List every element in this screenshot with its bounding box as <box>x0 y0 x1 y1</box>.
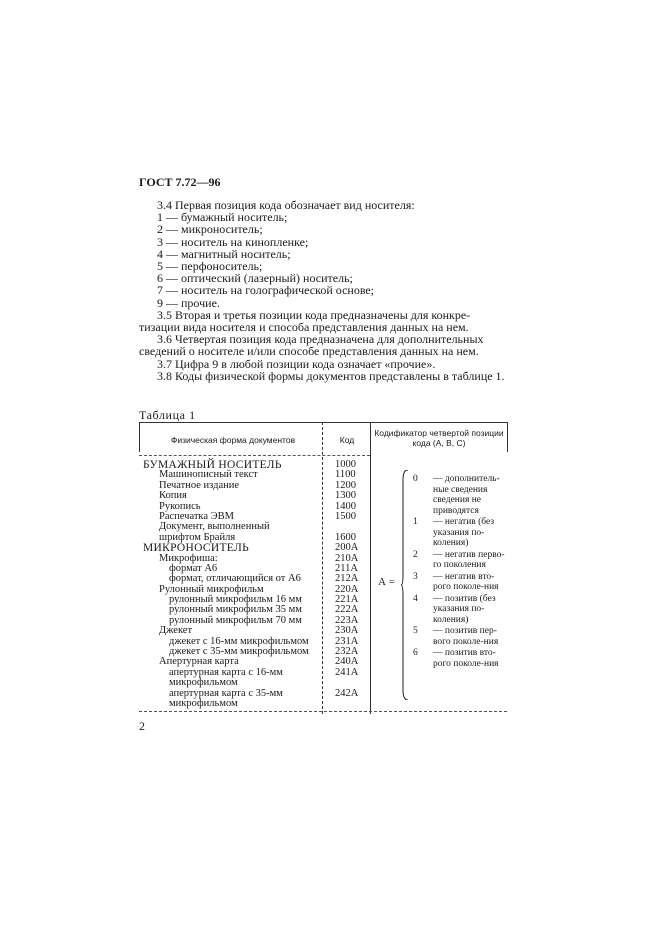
codifier-number: 3 <box>413 571 418 582</box>
form-code: 1400 <box>335 500 356 512</box>
form-code: 231А <box>335 635 359 647</box>
form-name: БУМАЖНЫЙ НОСИТЕЛЬ <box>143 459 282 471</box>
form-code: 1300 <box>335 490 356 502</box>
form-name: Машинописный текст <box>159 469 258 481</box>
form-name: рулонный микрофильм 16 мм <box>169 594 302 606</box>
form-code: 1500 <box>335 510 356 522</box>
paragraph-line: 3 — носитель на кинопленке; <box>157 234 309 249</box>
form-name: Рулонный микрофильм <box>159 583 264 595</box>
form-name: шрифтом Брайля <box>159 531 236 543</box>
form-code: 212А <box>335 573 359 585</box>
codifier-list <box>411 474 509 670</box>
form-code: 222А <box>335 604 359 616</box>
paragraph-line: тизации вида носителя и способа представления данных на нем. <box>139 320 469 335</box>
codifier-number: 6 <box>413 648 418 658</box>
form-name: Джекет <box>159 625 193 637</box>
codifier-number: 1 <box>413 517 418 527</box>
form-name: формат А6 <box>169 562 218 574</box>
codifier-label: А = <box>378 576 395 588</box>
paragraph-line: 5 — перфоноситель; <box>157 259 263 274</box>
paragraph-line: 3.8 Коды физической формы документов представлены в таблице 1. <box>157 368 505 383</box>
paragraph-line: 4 — магнитный носитель; <box>157 246 291 261</box>
codifier-number: 2 <box>413 549 418 560</box>
curly-brace-icon <box>401 470 409 700</box>
paragraph-line: 3.7 Цифра 9 в любой позиции кода означает «прочие». <box>157 356 436 371</box>
paragraph-line: 6 — оптический (лазерный) носитель; <box>157 271 353 286</box>
form-name: микрофильмом <box>169 697 238 709</box>
table-caption: Таблица 1 <box>139 408 196 422</box>
table-right-border <box>507 422 508 452</box>
form-code: 220А <box>335 583 359 595</box>
codifier-text: — дополнитель-ные сведения сведения не приводятся <box>433 474 500 516</box>
codifier-number: 5 <box>413 626 418 636</box>
paragraph-line: 7 — носитель на голографической основе; <box>157 283 375 298</box>
codifier-text: — негатив (без указания по-коления) <box>433 517 495 548</box>
table-bottom-border <box>139 711 507 712</box>
form-code: 200А <box>335 542 359 554</box>
form-name: Рукопись <box>159 500 201 512</box>
page-number: 2 <box>139 719 145 733</box>
codifier-text: — позитив вто-рого поколе-ния <box>433 648 499 669</box>
form-name: апертурная карта с 16-мм <box>169 666 283 678</box>
header-bottom-border <box>139 455 370 456</box>
header-codifier: Кодификатор четвертой позиции кода (А, В, С) <box>374 428 504 448</box>
paragraph-line: 3.4 Первая позиция кода обозначает вид носителя: <box>157 198 415 212</box>
form-code: 241А <box>335 666 359 678</box>
form-name: Микрофиша: <box>159 552 218 564</box>
codifier-item <box>411 648 509 669</box>
codifier-number: 4 <box>413 593 418 604</box>
paragraph-line: сведений о носителе и/или способе представления данных на нем. <box>139 344 479 359</box>
form-code: 242А <box>335 687 359 699</box>
form-name: джекет с 16-мм микрофильмом <box>169 635 309 647</box>
table-1 <box>139 422 509 714</box>
body-text <box>139 199 507 382</box>
form-code: 232А <box>335 646 359 658</box>
form-name: рулонный микрофильм 35 мм <box>169 604 302 616</box>
codifier-item <box>411 626 509 647</box>
paragraph-line: 9 — прочие. <box>157 295 220 310</box>
table-left-border <box>139 422 140 452</box>
header-form: Физическая форма документов <box>170 435 296 445</box>
form-code: 240А <box>335 656 359 668</box>
codifier-item <box>411 572 509 593</box>
codifier-text: — позитив пер-вого поколе-ния <box>433 626 499 647</box>
codifier-item <box>411 550 509 571</box>
form-name: джекет с 35-мм микрофильмом <box>169 646 309 658</box>
form-name: апертурная карта с 35-мм <box>169 687 283 699</box>
codifier-number: 0 <box>413 474 418 484</box>
document-header: ГОСТ 7.72—96 <box>139 175 221 189</box>
form-name: Апертурная карта <box>159 656 239 668</box>
codifier-item <box>411 594 509 626</box>
form-code: 1000 <box>335 459 356 470</box>
form-code: 211А <box>335 562 358 574</box>
table-top-border <box>139 422 507 423</box>
form-code: 210А <box>335 552 359 564</box>
codifier-text: — негатив вто-рого поколе-ния <box>433 571 499 592</box>
form-code: 1600 <box>335 531 356 543</box>
header-code: Код <box>339 435 355 445</box>
codifier-item <box>411 474 509 516</box>
form-code: 230А <box>335 625 359 637</box>
form-name: Копия <box>159 490 187 502</box>
form-name: Печатное издание <box>159 479 240 491</box>
form-name: Распечатка ЭВМ <box>159 510 234 522</box>
paragraph-line: 3.6 Четвертая позиция кода предназначена для дополнительных <box>157 332 484 347</box>
form-name: микрофильмом <box>169 677 238 689</box>
form-name: формат, отличающийся от А6 <box>169 573 301 585</box>
codifier-item <box>411 517 509 549</box>
form-code: 221А <box>335 594 359 606</box>
table-row <box>139 699 509 709</box>
form-code: 1200 <box>335 479 356 491</box>
paragraph-line: 2 — микроноситель; <box>157 222 263 237</box>
paragraph-line: 1 — бумажный носитель; <box>157 210 288 225</box>
form-code: 223А <box>335 614 359 626</box>
form-name: МИКРОНОСИТЕЛЬ <box>143 542 249 555</box>
form-code: 1100 <box>335 469 356 481</box>
codifier-text: — негатив перво-го поколения <box>433 549 505 570</box>
form-name: Документ, выполненный <box>159 521 270 533</box>
form-name: рулонный микрофильм 70 мм <box>169 614 302 626</box>
codifier-text: — позитив (без указания по-коления) <box>433 593 496 625</box>
paragraph-line: 3.5 Вторая и третья позиции кода предназначены для конкре- <box>157 307 471 322</box>
